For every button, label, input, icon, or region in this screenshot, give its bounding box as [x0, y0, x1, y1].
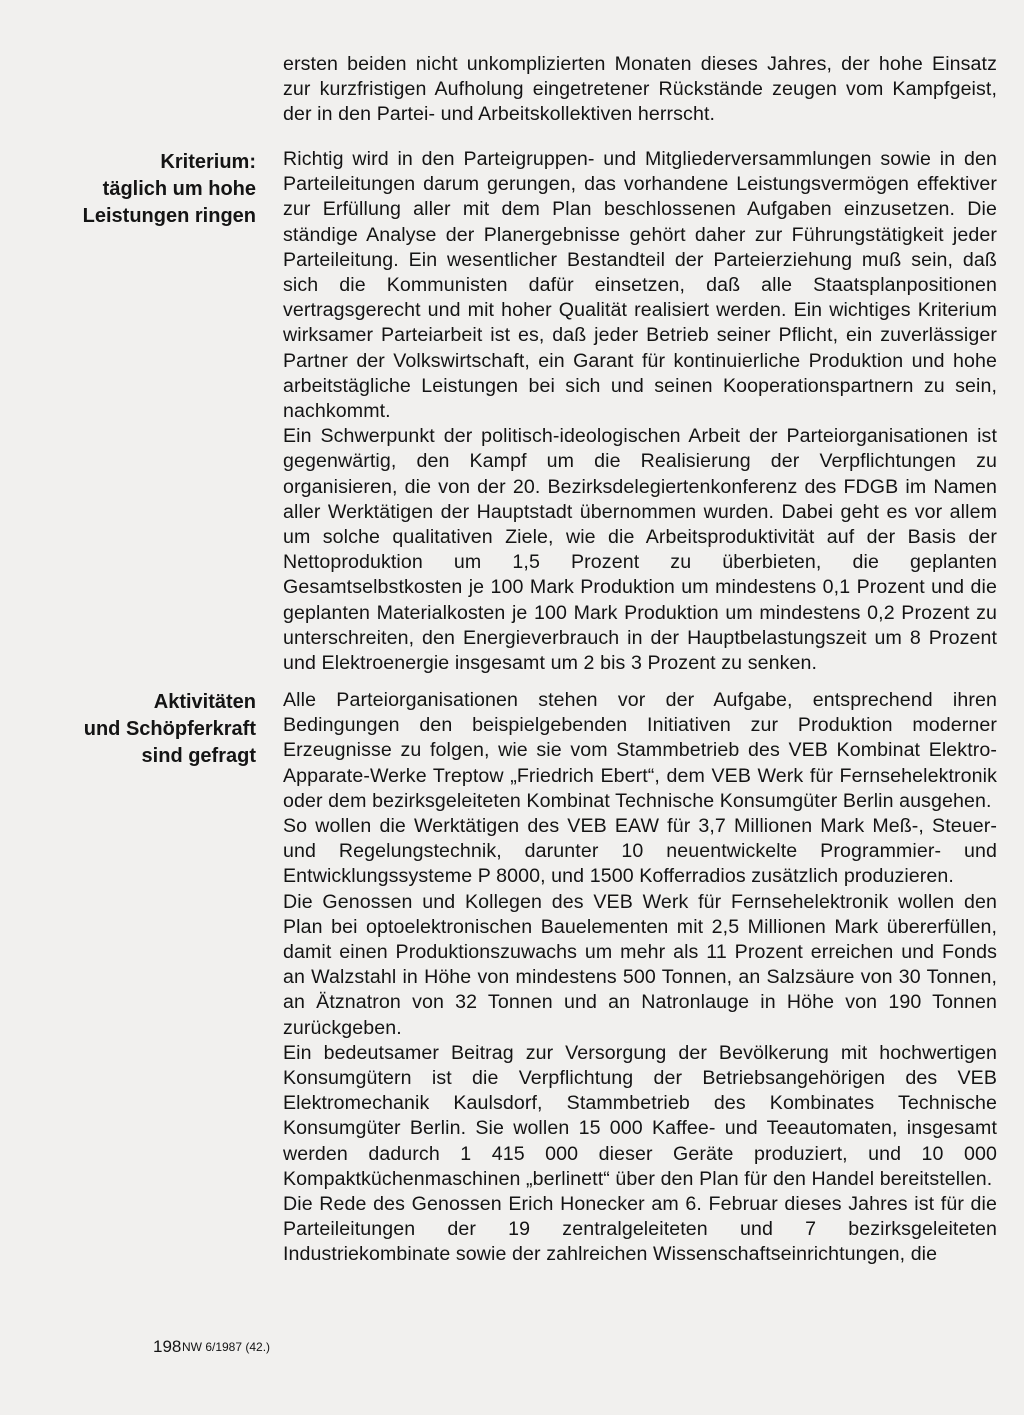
text-block-kriterium — [283, 147, 997, 676]
text-block-intro — [283, 52, 997, 128]
heading-line: Aktivitäten — [153, 691, 256, 713]
text-block-aktivitaeten — [283, 688, 997, 1268]
paragraph: Ein Schwerpunkt der politisch-ideologischen Arbeit der Parteiorganisationen ist gegenwärtig, den Kampf um die Realisierung der Verpflichtungen zu organisieren, die von der 20. Bezirksdelegiertenkonferenz des FDGB im Namen aller Werktätigen der Hauptstadt übernommen wurden. Dabei geht es vor allem um solche qualitativen Ziele, wie die Arbeitsproduktivität auf der Basis der Nettoproduktion um 1,5 Prozent zu überbieten, die geplanten Gesamtselbstkosten je 100 Mark Produktion um mindestens 0,1 Prozent und die geplanten Materialkosten je 100 Mark Produktion um mindestens 0,2 Prozent zu unterschreiten, den Energieverbrauch in der Hauptbelastungszeit um 8 Prozent und Elektroenergie insgesamt um 2 bis 3 Prozent zu senken. — [283, 425, 997, 675]
paragraph: Die Genossen und Kollegen des VEB Werk für Fernsehelektronik wollen den Plan bei optoelektronischen Bauelementen mit 2,5 Millionen Mark übererfüllen, damit einen Produktionszuwachs um mehr als 11 Prozent erreichen und Fonds an Walzstahl in Höhe von mindestens 500 Tonnen, an Salzsäure von 30 Tonnen, an Ätznatron von 32 Tonnen und an Natronlauge in Höhe von 190 Tonnen zurückgeben. — [283, 890, 997, 1039]
paragraph: Alle Parteiorganisationen stehen vor der Aufgabe, entsprechend ihren Bedingungen den beispielgebenden Initiativen zur Produktion moderner Erzeugnisse zu folgen, wie sie vom Stammbetrieb des VEB Kombinat Elektro-Apparate-Werke Treptow „Friedrich Ebert“, dem VEB Werk für Fernsehelektronik oder dem bezirksgeleiteten Kombinat Technische Konsumgüter Berlin ausgehen. — [283, 689, 997, 812]
paragraph: Richtig wird in den Parteigruppen- und Mitgliederversammlungen sowie in den Parteileitungen darum gerungen, das vorhandene Leistungsvermögen effektiver zur Erfüllung aller mit dem Plan beschlossenen Aufgaben einzusetzen. Die ständige Analyse der Planergebnisse gehört daher zur Führungstätigkeit jeder Parteileitung. Ein wesentlicher Bestandteil der Parteierziehung muß sein, daß sich die Kommunisten dafür einsetzen, daß alle Staatsplanpositionen vertragsgerecht und mit hoher Qualität realisiert werden. Ein wichtiges Kriterium wirksamer Parteiarbeit ist es, daß jeder Betrieb seiner Pflicht, ein zuverlässiger Partner der Volkswirtschaft, ein Garant für kontinuierliche Produktion und hohe arbeitstägliche Leistungen bei sich und seinen Kooperationspartnern zu sein, nachkommt. — [283, 148, 997, 423]
margin-heading-aktivitaeten — [40, 689, 256, 770]
paragraph: Die Rede des Genossen Erich Honecker am 6. Februar dieses Jahres ist für die Parteileitungen der 19 zentralgeleiteten und 7 bezirksgeleiteten Industriekombinate sowie der zahlreichen Wissenschaftseinrichtungen, die — [283, 1193, 997, 1266]
heading-line: Kriterium: — [160, 151, 256, 173]
margin-heading-kriterium — [40, 149, 256, 230]
source-reference: NW 6/1987 (42.) — [182, 1340, 271, 1354]
heading-line: sind gefragt — [141, 745, 256, 767]
heading-line: und Schöpferkraft — [83, 718, 256, 740]
paragraph: Ein bedeutsamer Beitrag zur Versorgung der Bevölkerung mit hochwertigen Konsumgütern ist die Verpflichtung der Betriebsangehörigen des VEB Elektromechanik Kaulsdorf, Stammbetrieb des Kombinates Technische Konsumgüter Berlin. Sie wollen 15 000 Kaffee- und Teeautomaten, insgesamt werden dadurch 1 415 000 dieser Geräte produziert, und 10 000 Kompaktküchenmaschinen „berlinett“ über den Plan für den Handel bereitstellen. — [283, 1041, 997, 1190]
paragraph: So wollen die Werktätigen des VEB EAW für 3,7 Millionen Mark Meß-, Steuer- und Regelungstechnik, darunter 10 neuentwickelte Programmier- und Entwicklungssysteme P 8000, und 1500 Kofferradios zusätzlich produzieren. — [283, 815, 997, 888]
heading-line: Leistungen ringen — [82, 205, 256, 227]
paragraph: ersten beiden nicht unkomplizierten Monaten dieses Jahres, der hohe Einsatz zur kurzfristigen Aufholung eingetretener Rückstände zeugen vom Kampfgeist, der in den Partei- und Arbeitskollektiven herrscht. — [283, 53, 997, 126]
heading-line: täglich um hohe — [102, 178, 256, 200]
page-number: 198 — [153, 1337, 182, 1356]
